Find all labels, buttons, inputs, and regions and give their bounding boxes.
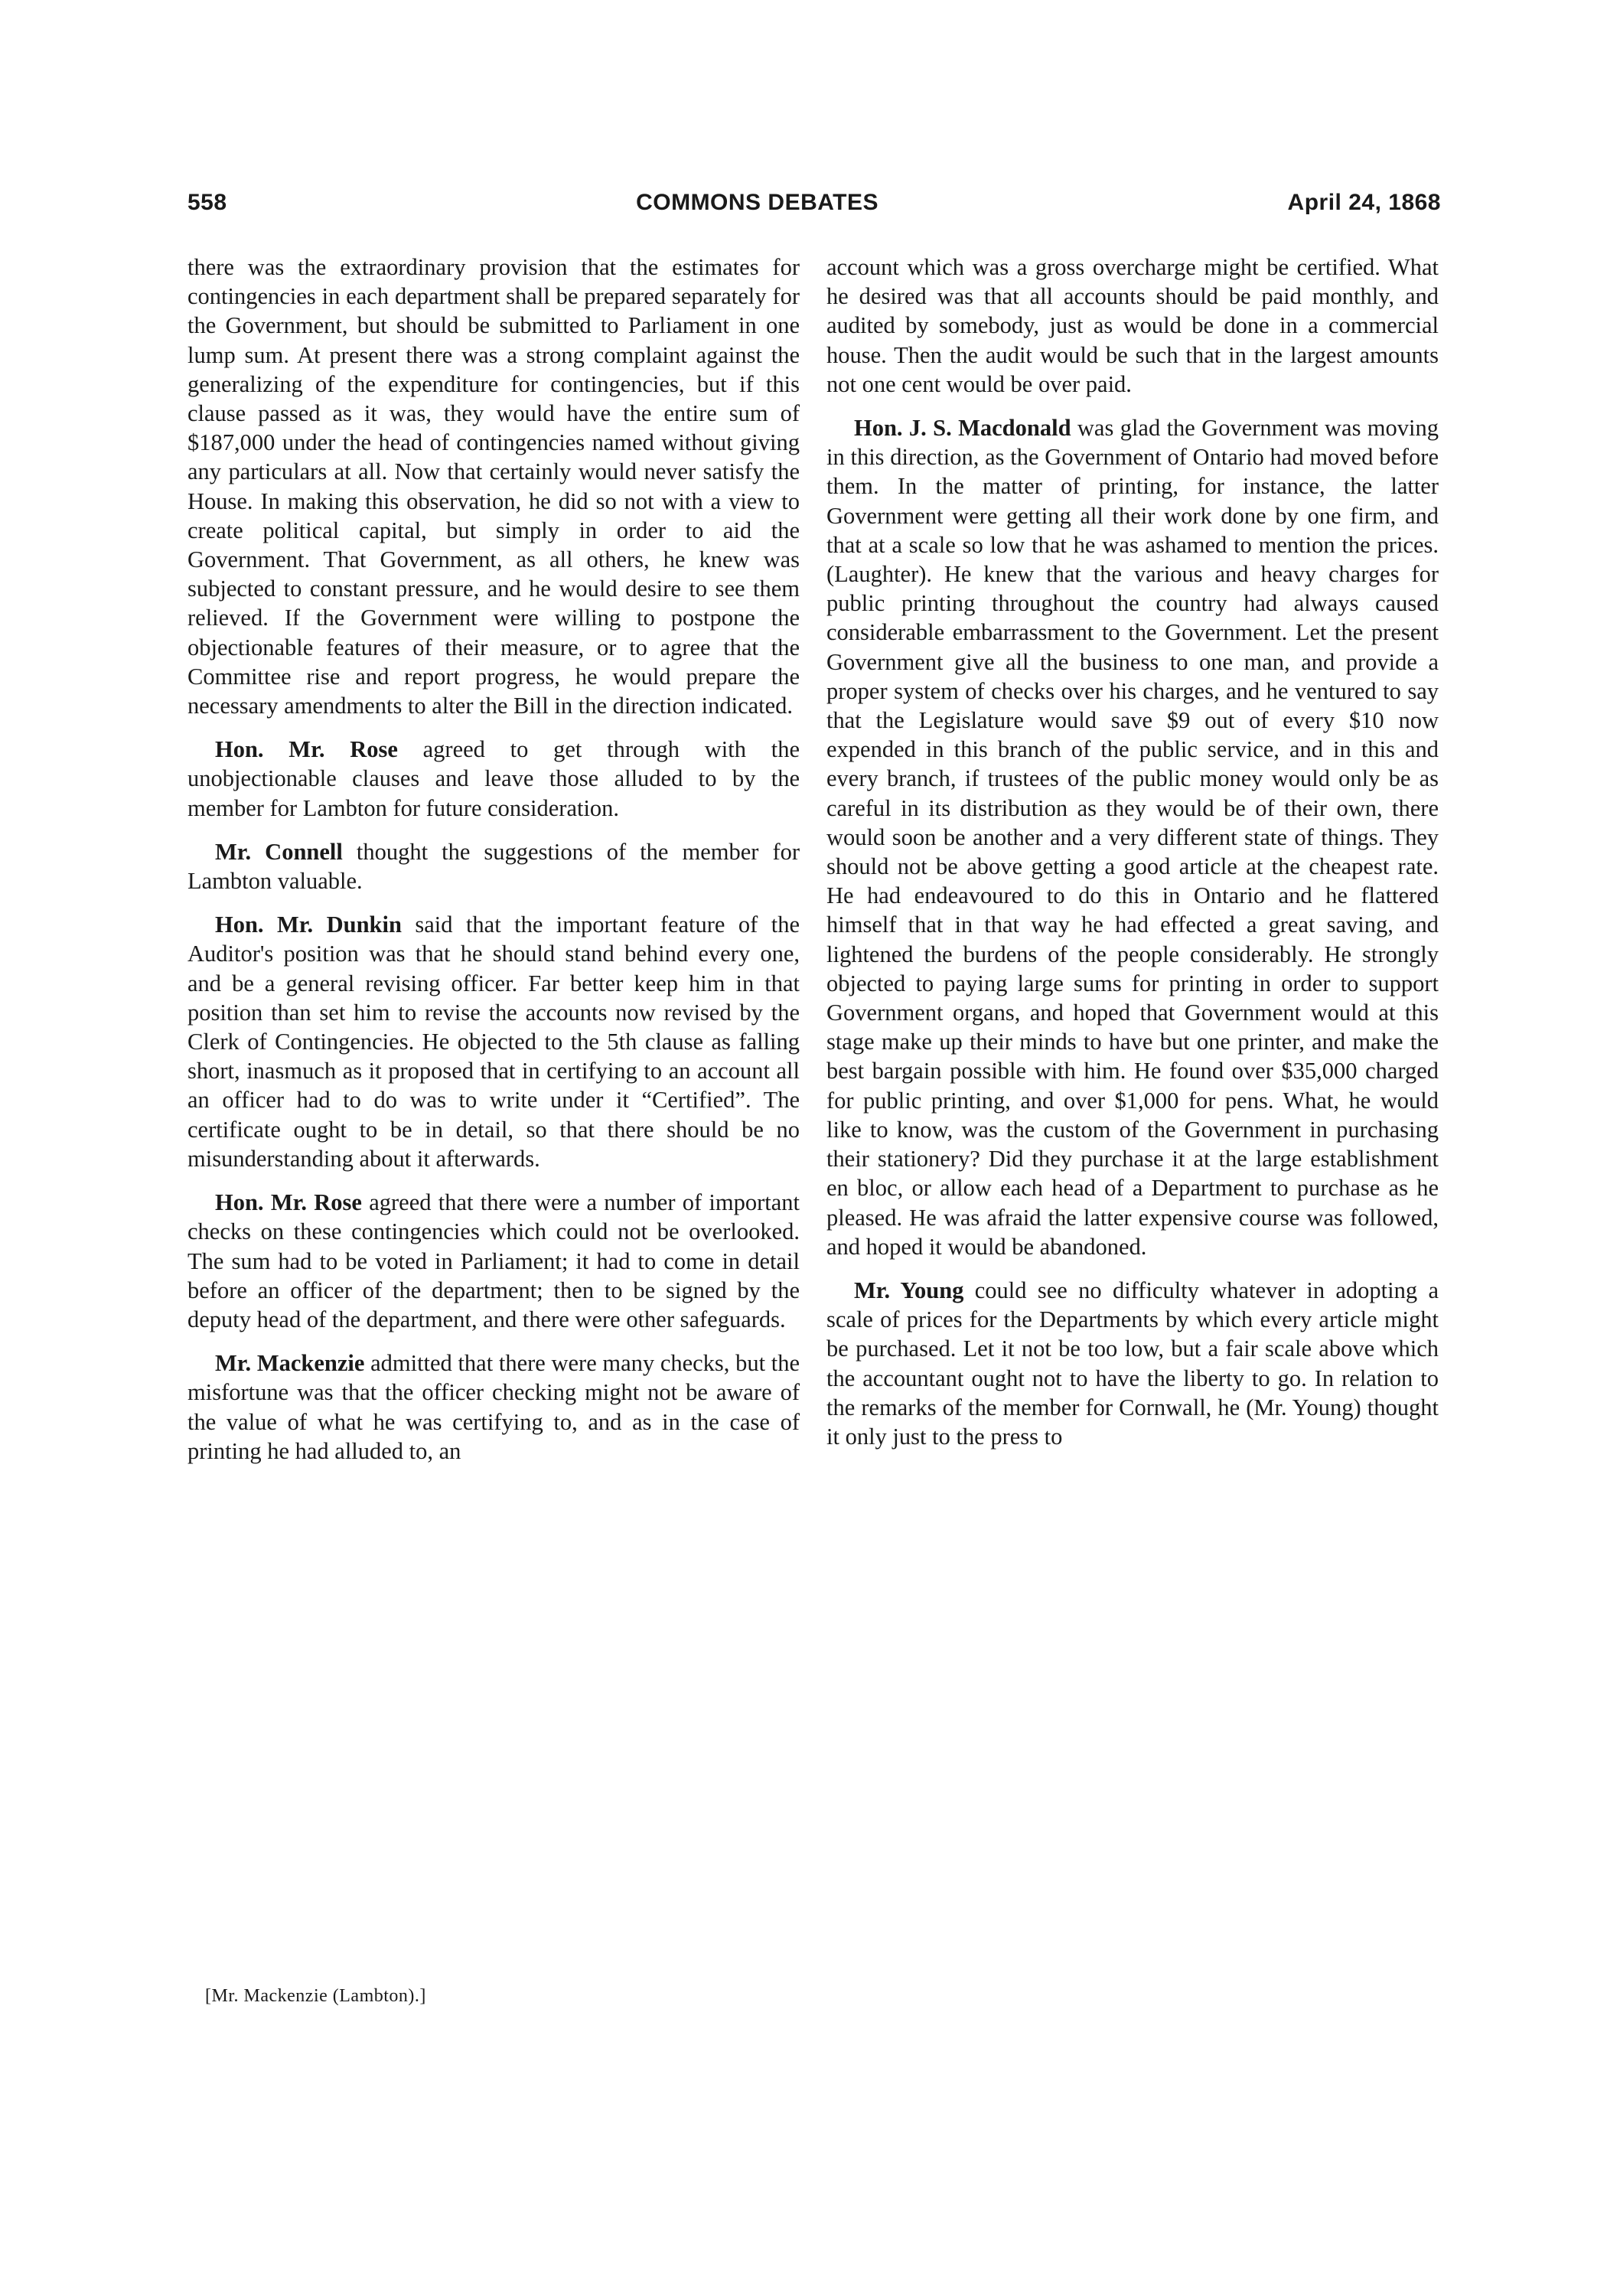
paragraph <box>187 910 800 1173</box>
speaker-name: Mr. Young <box>854 1277 964 1303</box>
paragraph-text: was glad the Government was moving in this direction, as the Government of Ontario had moved before them. In the matter of printing, for instance, the latter Government were getting all their work done by one firm, and that at a scale so low that he was ashamed to mention the prices. (Laughter). He knew that the various and heavy charges for public printing throughout the country had always caused considerable embarrassment to the Government. Let the present Government give all the business to one man, and provide a proper system of checks over his charges, and he ventured to say that the Legislature would save $9 out of every $10 now expended in this branch of the public service, and in this and every branch, if trustees of the public money would only be as careful in its distribution as they would be of their own, there would soon be another and a very different state of things. They should not be above getting a good article at the cheapest rate. He had endeavoured to do this in Ontario and he flattered himself that in that way he had effected a great saving, and lightened the burdens of the people considerably. He strongly objected to paying large sums for printing in order to support Government organs, and hoped that Government would at this stage make up their minds to have but one printer, and make the best bargain possible with him. He found over $35,000 charged for public printing, and over $1,000 for pens. What, he would like to know, was the custom of the Government in purchasing their stationery? Did they purchase it at the large establishment en bloc, or allow each head of a Department to purchase as he pleased. He was afraid the latter expensive course was followed, and hoped it would be abandoned. <box>826 415 1439 1260</box>
paragraph-text: account which was a gross overcharge might be certified. What he desired was that all accounts should be paid monthly, and audited by somebody, just as would be done in a commercial house. Then the audit would be such that in the largest amounts not one cent would be over paid. <box>826 254 1439 397</box>
right-column <box>826 253 1439 1466</box>
speaker-name: Mr. Mackenzie <box>215 1350 365 1377</box>
paragraph <box>187 1349 800 1466</box>
paragraph-text: thought the suggestions of the member for Lambton valuable. <box>187 838 800 895</box>
speaker-name: Mr. Connell <box>215 838 343 865</box>
speaker-footnote: [Mr. Mackenzie (Lambton).] <box>205 1986 426 2006</box>
paragraph <box>187 253 800 720</box>
paragraph <box>826 253 1439 399</box>
paragraph-text: agreed to get through with the unobjectionable clauses and leave those alluded to by the member for Lambton for future consideration. <box>187 736 800 821</box>
speaker-name: Hon. J. S. Macdonald <box>854 415 1071 442</box>
speaker-name: Hon. Mr. Dunkin <box>215 912 402 938</box>
paragraph <box>187 837 800 895</box>
paragraph-text: agreed that there were a number of important checks on these contingencies which could not be overlooked. The sum had to be voted in Parliament; it had to come in detail before an officer of the department; then to be signed by the deputy head of the department, and there were other safeguards. <box>187 1189 800 1332</box>
paragraph <box>826 1276 1439 1451</box>
left-column <box>187 253 800 1480</box>
paragraph-text: could see no difficulty whatever in adopting a scale of prices for the Departments by which every article might be purchased. Let it not be too low, but a fair scale above which the accountant ought not to have the liberty to go. In relation to the remarks of the member for Cornwall, he (Mr. Young) thought it only just to the press to <box>826 1277 1439 1450</box>
paragraph-text: said that the important feature of the Auditor's position was that he should stand behind every one, and be a general revising officer. Far better keep him in that position than set him to revise the accounts now revised by the Clerk of Contingencies. He objected to the 5th clause as falling short, inasmuch as it proposed that in certifying to an account all an officer had to do was to write under it “Certified”. The certificate ought to be in detail, so that there should be no misunderstanding about it afterwards. <box>187 912 800 1172</box>
page-number: 558 <box>187 190 227 215</box>
paragraph <box>826 413 1439 1261</box>
paragraph <box>187 1188 800 1334</box>
paragraph-text: admitted that there were many checks, but the misfortune was that the officer checking might not be aware of the value of what he was certifying to, and as in the case of printing he had alluded to, an <box>187 1350 800 1464</box>
page-header <box>187 190 1441 216</box>
paragraph <box>187 735 800 823</box>
speaker-name: Hon. Mr. Rose <box>215 736 398 763</box>
page-date: April 24, 1868 <box>1287 190 1441 215</box>
speaker-name: Hon. Mr. Rose <box>215 1189 362 1216</box>
publication-title: COMMONS DEBATES <box>636 190 879 215</box>
paragraph-text: there was the extraordinary provision that the estimates for contingencies in each department shall be prepared separately for the Government, but should be submitted to Parliament in one lump sum. At present there was a strong complaint against the generalizing of the expenditure for contingencies, but if this clause passed as it was, they would have the entire sum of $187,000 under the head of contingencies named without giving any particulars at all. Now that certainly would never satisfy the House. In making this observation, he did so not with a view to create political capital, but simply in order to aid the Government. That Government, as all others, he knew was subjected to constant pressure, and he would desire to see them relieved. If the Government were willing to postpone the objectionable features of their measure, or to agree that the Committee rise and report progress, he would prepare the necessary amendments to alter the Bill in the direction indicated. <box>187 254 800 719</box>
